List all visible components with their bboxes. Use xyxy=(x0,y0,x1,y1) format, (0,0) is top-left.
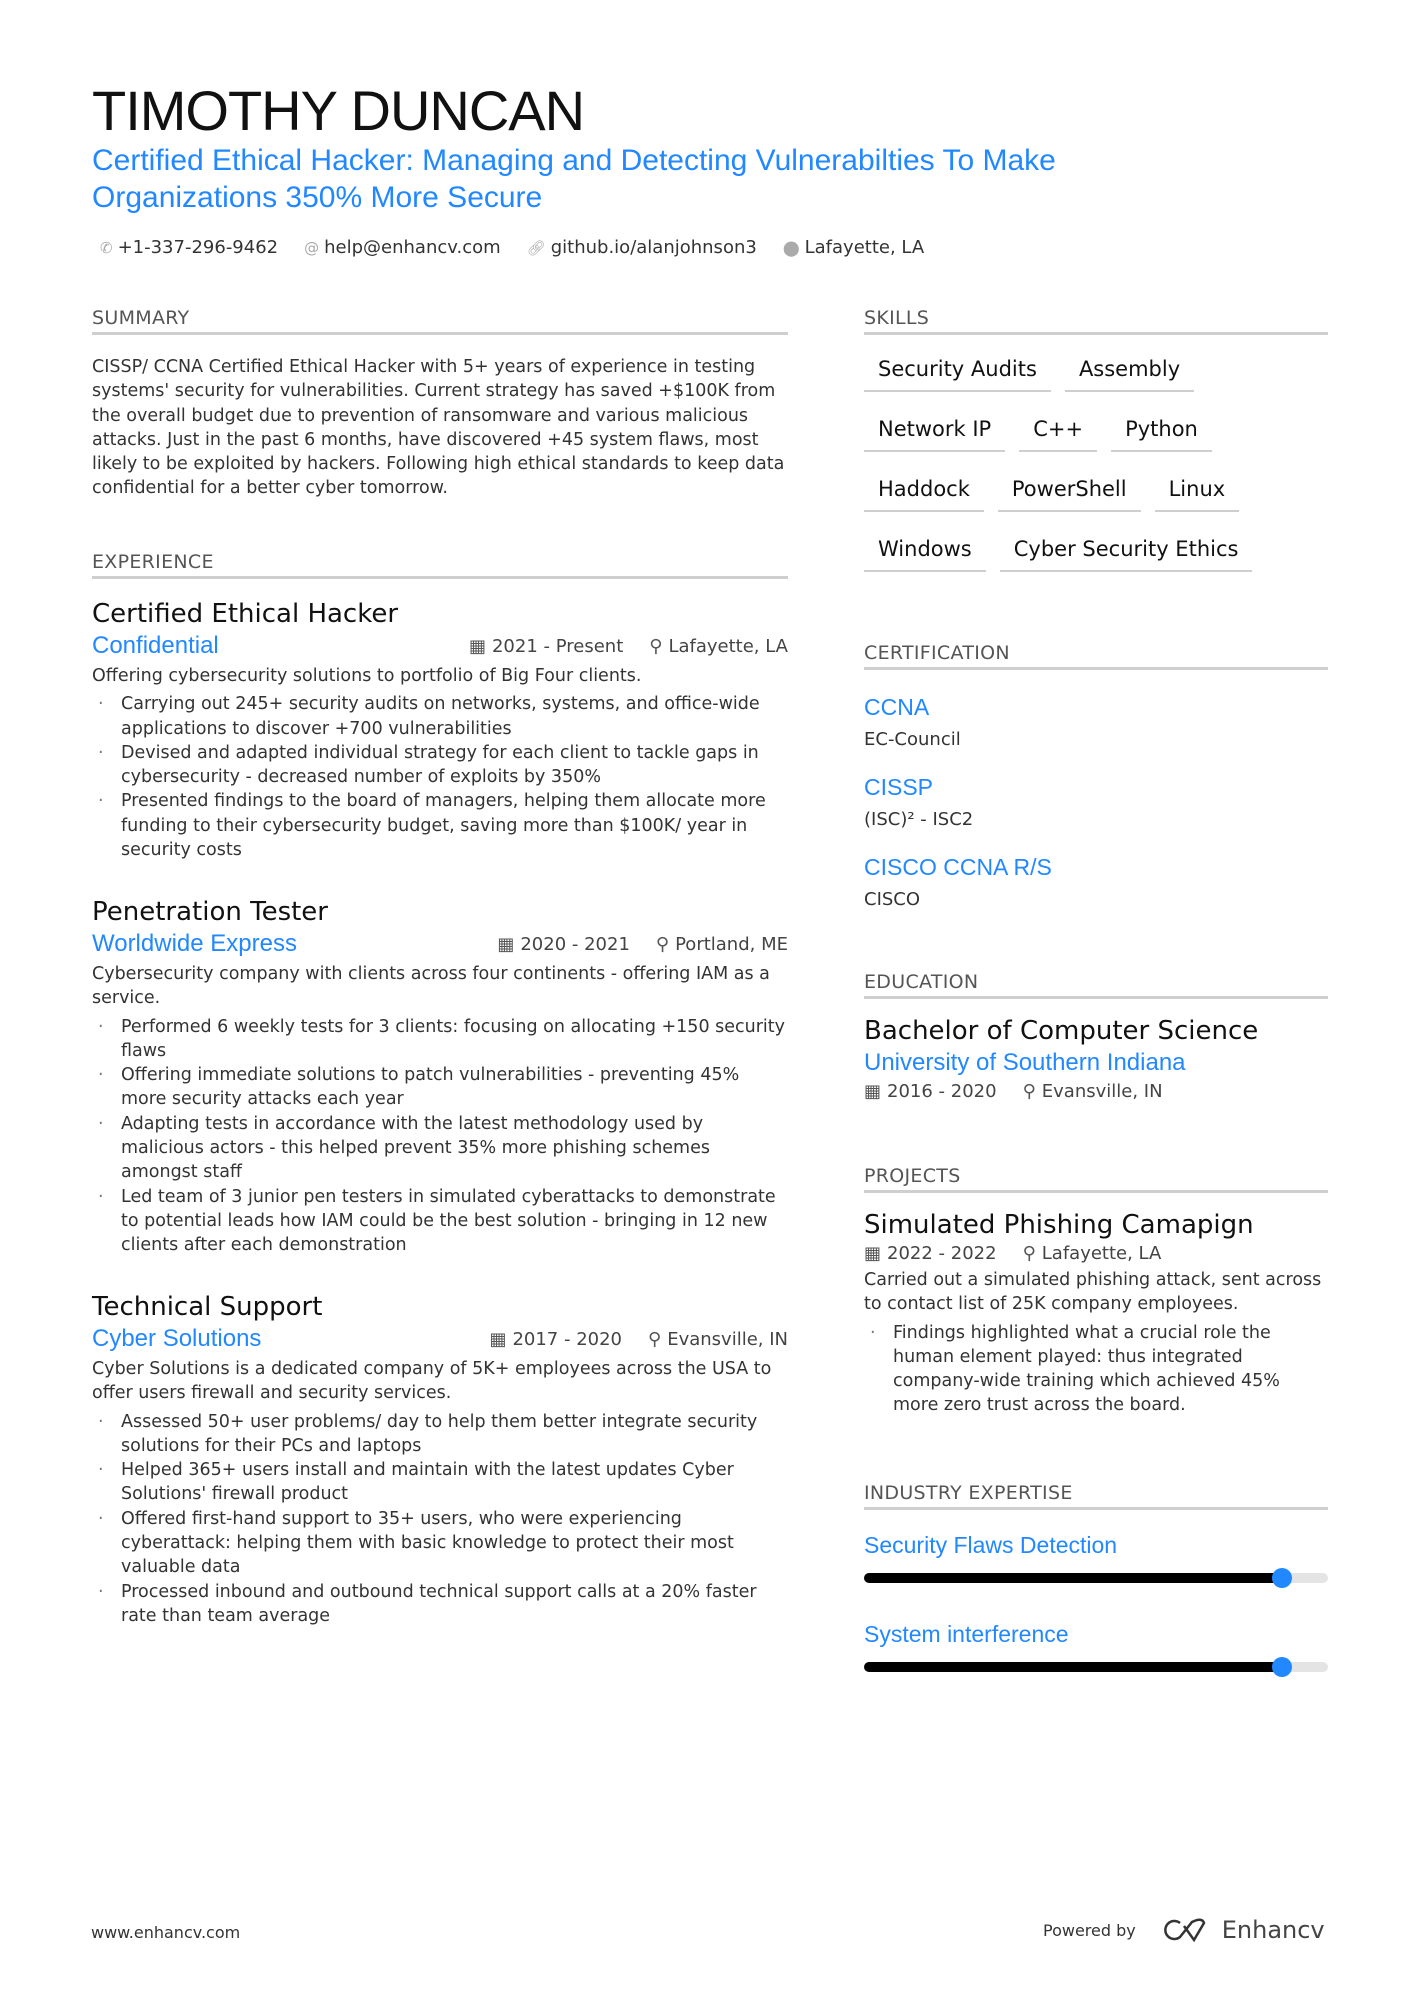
cert-issuer: EC-Council xyxy=(864,729,961,750)
skill-tag: Windows xyxy=(864,529,986,572)
cert-entry xyxy=(864,694,1328,750)
project-location: Lafayette, LA xyxy=(1041,1243,1162,1264)
section-heading: PROJECTS xyxy=(864,1165,1328,1193)
enhancv-logo-icon xyxy=(1162,1917,1208,1943)
job-dates: 2020 - 2021 xyxy=(520,933,630,955)
company-name: Confidential xyxy=(92,632,219,659)
school-name: University of Southern Indiana xyxy=(864,1049,1186,1076)
contact-location: ⬤ Lafayette, LA xyxy=(782,237,925,258)
cert-title: CISCO CCNA R/S xyxy=(864,854,1052,880)
link-icon: 🔗︎ xyxy=(526,239,546,257)
project-title: Simulated Phishing Camapign xyxy=(864,1210,1254,1240)
calendar-icon: ▦ xyxy=(864,1081,882,1102)
cert-title: CISSP xyxy=(864,774,934,800)
calendar-icon: ▦ xyxy=(864,1243,882,1264)
job-location: Evansville, IN xyxy=(667,1328,788,1350)
skill-tag: Assembly xyxy=(1065,349,1194,392)
job-dates: 2021 - Present xyxy=(491,635,624,657)
list-item: · Findings highlighted what a crucial role the human element played: thus integrated company-wide training which achieved 45% more zero trust across the board. xyxy=(864,1321,1328,1418)
cert-title: CCNA xyxy=(864,694,930,720)
list-item: · Helped 365+ users install and maintain with the latest updates Cyber Solutions' firewall product xyxy=(92,1458,788,1507)
location-icon: ⚲ xyxy=(1022,1081,1036,1102)
certification-section xyxy=(864,642,1328,910)
job-location: Lafayette, LA xyxy=(668,635,788,657)
edu-location: Evansville, IN xyxy=(1041,1081,1163,1102)
footer-url[interactable]: www.enhancv.com xyxy=(91,1923,241,1942)
list-item: · Performed 6 weekly tests for 3 clients: focusing on allocating +150 security flaws xyxy=(92,1015,788,1064)
summary-text: CISSP/ CCNA Certified Ethical Hacker with 5+ years of experience in testing systems' security for vulnerabilities. Current strategy has saved +$100K from the overall budget due to prevention of ransomware and various malicious attacks. Just in the past 6 months, have discovered +45 system flaws, most likely to be exploited by hackers. Following high ethical standards to keep data confidential for a better cyber tomorrow. xyxy=(92,357,785,499)
level-knob xyxy=(1272,1568,1292,1588)
section-heading: SKILLS xyxy=(864,307,1328,335)
job-description: Cybersecurity company with clients across four continents - offering IAM as a service. xyxy=(92,964,770,1009)
skill-tag: Python xyxy=(1111,409,1212,452)
list-item: · Devised and adapted individual strategy for each client to tackle gaps in cybersecurity - decreased number of exploits by 350% xyxy=(92,741,788,790)
list-item: · Offered first-hand support to 35+ users, who were experiencing cyberattack: helping them with basic knowledge to protect their most valuable data xyxy=(92,1507,788,1580)
job-location: Portland, ME xyxy=(675,933,788,955)
contact-email[interactable]: @ help@enhancv.com xyxy=(304,237,501,258)
edu-dates: 2016 - 2020 xyxy=(887,1081,997,1102)
section-heading: EDUCATION xyxy=(864,971,1328,999)
level-knob xyxy=(1272,1657,1292,1677)
job-title: Technical Support xyxy=(92,1292,323,1322)
cert-entry xyxy=(864,774,1328,830)
powered-by-label: Powered by xyxy=(1043,1920,1136,1940)
job-entry xyxy=(92,1291,788,1628)
expertise-section xyxy=(864,1482,1328,1672)
job-entry xyxy=(92,896,788,1258)
calendar-icon: ▦ xyxy=(468,635,486,657)
skill-tag: Network IP xyxy=(864,409,1005,452)
job-entry xyxy=(92,598,788,862)
skill-tag: PowerShell xyxy=(998,469,1141,512)
expertise-level-bar xyxy=(864,1573,1328,1583)
projects-section xyxy=(864,1165,1328,1418)
list-item: · Assessed 50+ user problems/ day to help them better integrate security solutions for their PCs and laptops xyxy=(92,1410,788,1459)
company-name: Cyber Solutions xyxy=(92,1325,262,1352)
skill-tag: Cyber Security Ethics xyxy=(1000,529,1253,572)
project-description: Carried out a simulated phishing attack, sent across to contact list of 25K company employees. xyxy=(864,1270,1322,1315)
skill-tag: Linux xyxy=(1155,469,1240,512)
list-item: · Adapting tests in accordance with the latest methodology used by malicious actors - this helped prevent 35% more phishing schemes amongst staff xyxy=(92,1112,788,1185)
headline: Certified Ethical Hacker: Managing and Detecting Vulnerabilties To Make Organizations 350% More Secure xyxy=(92,144,1056,214)
expertise-level-bar xyxy=(864,1662,1328,1672)
location-icon: ⚲ xyxy=(648,1328,662,1350)
list-item: · Carrying out 245+ security audits on networks, systems, and office-wide applications to discover +700 vulnerabilities xyxy=(92,692,788,741)
calendar-icon: ▦ xyxy=(497,933,515,955)
skill-tag: Security Audits xyxy=(864,349,1051,392)
section-heading: SUMMARY xyxy=(92,307,788,335)
section-heading: INDUSTRY EXPERTISE xyxy=(864,1482,1328,1510)
cert-issuer: CISCO xyxy=(864,889,921,910)
list-item: · Processed inbound and outbound technical support calls at a 20% faster rate than team average xyxy=(92,1580,788,1629)
contact-link[interactable]: 🔗︎ github.io/alanjohnson3 xyxy=(526,237,757,258)
job-title: Penetration Tester xyxy=(92,897,328,927)
job-dates: 2017 - 2020 xyxy=(512,1328,623,1350)
location-icon: ⚲ xyxy=(1022,1243,1036,1264)
calendar-icon: ▦ xyxy=(489,1328,507,1350)
company-name: Worldwide Express xyxy=(92,930,297,957)
list-item: · Led team of 3 junior pen testers in simulated cyberattacks to demonstrate to potential leads how IAM could be the best solution - bringing in 12 new clients after each demonstration xyxy=(92,1185,788,1258)
contact-phone[interactable]: ✆ +1-337-296-9462 xyxy=(100,237,279,258)
skills-section xyxy=(864,307,1328,589)
job-description: Cyber Solutions is a dedicated company of 5K+ employees across the USA to offer users firewall and security services. xyxy=(92,1359,772,1404)
degree: Bachelor of Computer Science xyxy=(864,1016,1259,1046)
location-icon: ⚲ xyxy=(655,933,670,955)
list-item: · Presented findings to the board of managers, helping them allocate more funding to their cybersecurity budget, saving more than $100K/ year in security costs xyxy=(92,789,788,862)
project-dates: 2022 - 2022 xyxy=(887,1243,997,1264)
phone-icon: ✆ xyxy=(100,239,113,257)
expertise-label: Security Flaws Detection xyxy=(864,1532,1118,1558)
location-icon: ⚲ xyxy=(649,635,663,657)
summary-section xyxy=(92,307,788,501)
section-heading: EXPERIENCE xyxy=(92,551,788,579)
cert-issuer: (ISC)² - ISC2 xyxy=(864,809,974,830)
experience-section xyxy=(92,551,788,579)
candidate-name: TIMOTHY DUNCAN xyxy=(92,79,585,142)
job-description: Offering cybersecurity solutions to portfolio of Big Four clients. xyxy=(92,666,642,686)
expertise-label: System interference xyxy=(864,1621,1069,1647)
cert-entry xyxy=(864,854,1328,910)
education-section xyxy=(864,971,1328,1102)
skill-tag: Haddock xyxy=(864,469,984,512)
job-title: Certified Ethical Hacker xyxy=(92,599,399,629)
section-heading: CERTIFICATION xyxy=(864,642,1328,670)
powered-by xyxy=(1043,1916,1325,1944)
contact-bar xyxy=(100,237,924,258)
location-icon: ⬤ xyxy=(782,239,800,257)
list-item: · Offering immediate solutions to patch vulnerabilities - preventing 45% more security attacks each year xyxy=(92,1063,788,1112)
enhancv-brand: Enhancv xyxy=(1221,1916,1325,1944)
at-icon: @ xyxy=(304,239,320,257)
skill-tag: C++ xyxy=(1019,409,1097,452)
